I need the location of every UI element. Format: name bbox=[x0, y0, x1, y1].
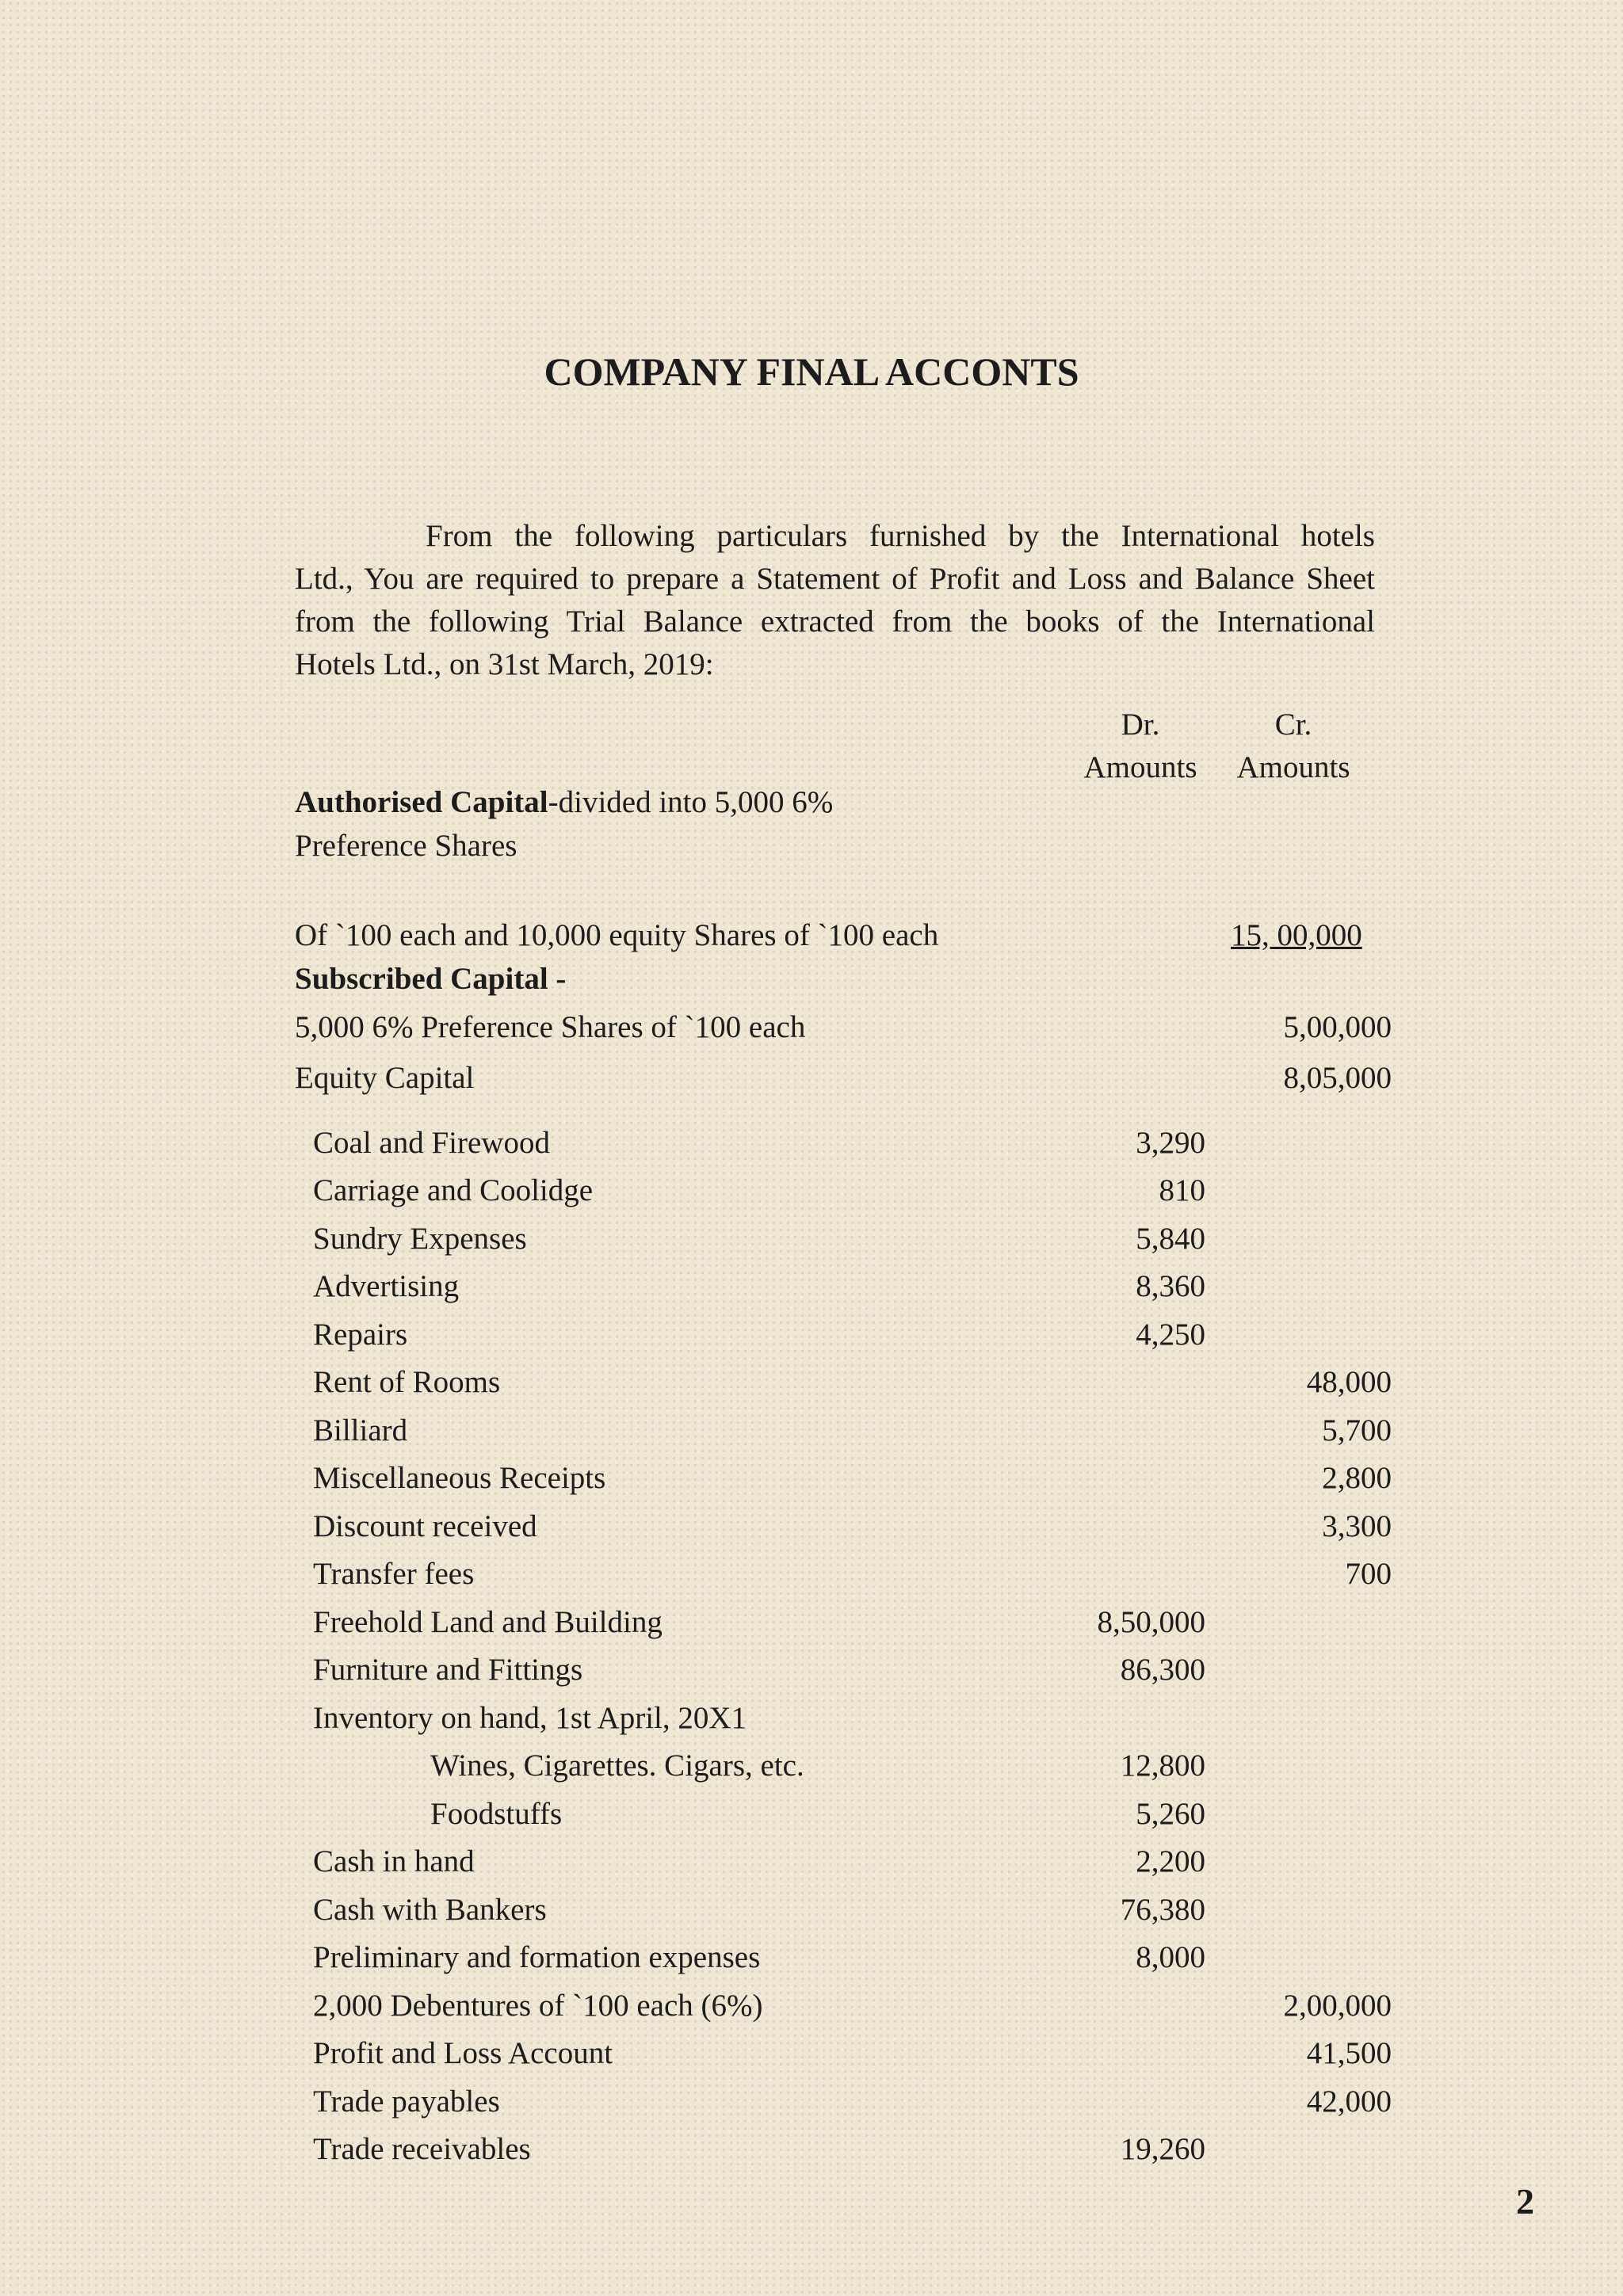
dr-header-line: Amounts bbox=[1083, 750, 1197, 784]
authorised-capital-desc-2: Preference Shares bbox=[295, 829, 517, 863]
account-dr: 5,260 bbox=[1136, 1797, 1205, 1831]
account-dr: 76,380 bbox=[1120, 1893, 1205, 1927]
intro-line: Ltd., You are required to prepare a Statement of Profit and Loss and Balance Sheet bbox=[295, 562, 1375, 596]
account-cr: 42,000 bbox=[1306, 2084, 1392, 2119]
cr-header-line: Amounts bbox=[1236, 750, 1350, 784]
subscribed-capital-heading: Subscribed Capital - bbox=[295, 962, 567, 996]
account-sublabel: Wines, Cigarettes. Cigars, etc. bbox=[430, 1749, 804, 1783]
account-label: Cash in hand bbox=[313, 1844, 475, 1878]
account-label: Trade payables bbox=[313, 2084, 500, 2119]
account-cr: 48,000 bbox=[1306, 1365, 1392, 1399]
intro-line: Hotels Ltd., on 31st March, 2019: bbox=[295, 647, 714, 681]
account-dr: 810 bbox=[1159, 1173, 1205, 1207]
account-label: Cash with Bankers bbox=[313, 1893, 547, 1927]
account-cr: 2,00,000 bbox=[1283, 1989, 1392, 2023]
account-label: Sundry Expenses bbox=[313, 1222, 527, 1256]
subscribed-row-label: Equity Capital bbox=[295, 1061, 475, 1095]
account-cr: 700 bbox=[1345, 1557, 1392, 1591]
subscribed-row-cr: 8,05,000 bbox=[1283, 1061, 1392, 1095]
account-label: Repairs bbox=[313, 1318, 408, 1352]
account-label: Furniture and Fittings bbox=[313, 1653, 583, 1687]
account-label: Transfer fees bbox=[313, 1557, 475, 1591]
account-cr: 2,800 bbox=[1322, 1461, 1392, 1495]
account-label: Preliminary and formation expenses bbox=[313, 1940, 761, 1974]
account-dr: 12,800 bbox=[1120, 1749, 1205, 1783]
cr-header-line: Cr. bbox=[1274, 707, 1312, 742]
subscribed-row-cr: 5,00,000 bbox=[1283, 1010, 1392, 1044]
account-dr: 4,250 bbox=[1136, 1318, 1205, 1352]
page-title: COMPANY FINAL ACCONTS bbox=[544, 349, 1079, 394]
page-number: 2 bbox=[1516, 2181, 1534, 2222]
authorised-capital-desc: -divided into 5,000 6% bbox=[548, 785, 834, 819]
account-label: Trade receivables bbox=[313, 2132, 531, 2166]
account-label: Profit and Loss Account bbox=[313, 2036, 613, 2070]
account-dr: 8,360 bbox=[1136, 1269, 1205, 1303]
account-cr: 5,700 bbox=[1322, 1413, 1392, 1447]
authorised-capital-desc-3: Of `100 each and 10,000 equity Shares of `100 each bbox=[295, 918, 939, 952]
subscribed-row-label: 5,000 6% Preference Shares of `100 each bbox=[295, 1010, 806, 1044]
authorised-capital-total: 15, 00,000 bbox=[1231, 918, 1362, 952]
account-label: Carriage and Coolidge bbox=[313, 1173, 594, 1207]
account-dr: 8,000 bbox=[1136, 1940, 1205, 1974]
account-cr: 3,300 bbox=[1322, 1509, 1392, 1543]
account-label: Advertising bbox=[313, 1269, 460, 1303]
account-label: Billiard bbox=[313, 1413, 408, 1447]
account-label: Coal and Firewood bbox=[313, 1126, 550, 1160]
intro-line: From the following particulars furnished by the International hotels bbox=[426, 519, 1375, 553]
account-dr: 19,260 bbox=[1120, 2132, 1205, 2166]
account-label: Freehold Land and Building bbox=[313, 1605, 663, 1639]
account-cr: 41,500 bbox=[1306, 2036, 1392, 2070]
authorised-capital-line bbox=[295, 784, 833, 820]
account-dr: 86,300 bbox=[1120, 1653, 1205, 1687]
account-label: Rent of Rooms bbox=[313, 1365, 501, 1399]
dr-column-header bbox=[1074, 704, 1207, 789]
account-sublabel: Foodstuffs bbox=[430, 1797, 563, 1831]
account-label: Inventory on hand, 1st April, 20X1 bbox=[313, 1701, 747, 1735]
intro-line: from the following Trial Balance extracted from the books of the International bbox=[295, 605, 1375, 639]
account-dr: 3,290 bbox=[1136, 1126, 1205, 1160]
account-label: Discount received bbox=[313, 1509, 537, 1543]
account-label: Miscellaneous Receipts bbox=[313, 1461, 606, 1495]
account-dr: 5,840 bbox=[1136, 1222, 1205, 1256]
authorised-capital-label: Authorised Capital bbox=[295, 785, 548, 819]
account-dr: 8,50,000 bbox=[1097, 1605, 1205, 1639]
intro-paragraph bbox=[295, 515, 1375, 686]
cr-column-header bbox=[1227, 704, 1360, 789]
account-dr: 2,200 bbox=[1136, 1844, 1205, 1878]
account-label: 2,000 Debentures of `100 each (6%) bbox=[313, 1989, 763, 2023]
dr-header-line: Dr. bbox=[1121, 707, 1160, 742]
